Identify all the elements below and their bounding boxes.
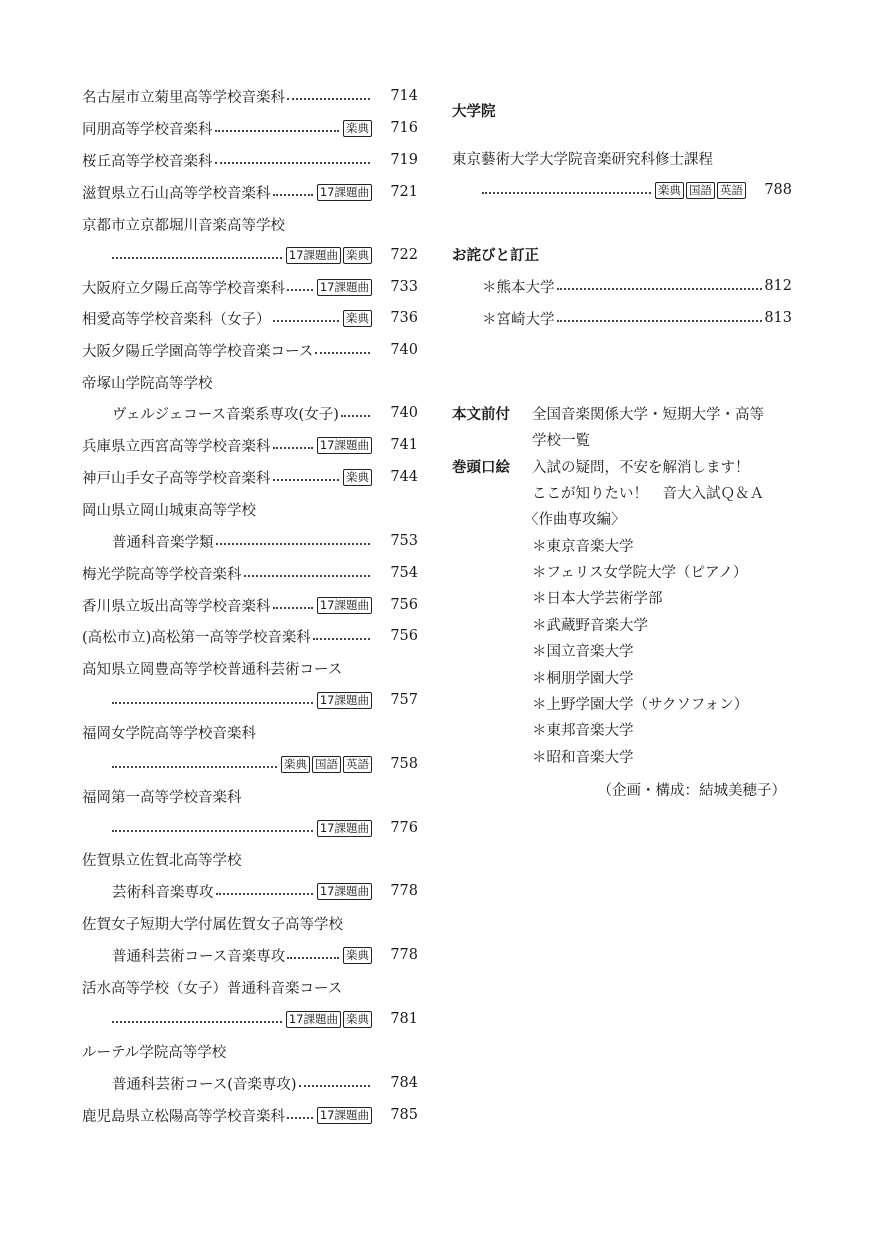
frontispiece-line: 入試の疑問，不安を解消します！ (532, 460, 750, 476)
toc-entry-title-line[interactable] (82, 656, 418, 680)
toc-entry[interactable] (82, 433, 418, 457)
entry-title: 帝塚山学院高等学校 (82, 375, 213, 392)
page-number: 721 (390, 184, 418, 200)
subject-tag: 楽典 (343, 310, 372, 327)
page-number: 788 (764, 182, 792, 198)
leader-dots (112, 257, 282, 259)
errata-item[interactable] (482, 306, 792, 330)
toc-entry[interactable] (112, 752, 418, 776)
page-number: 813 (764, 310, 792, 326)
leader-dots (313, 638, 370, 640)
frontispiece-item: ＊日本大学芸術学部 (532, 591, 663, 607)
toc-entry[interactable] (112, 816, 418, 840)
leader-dots (244, 575, 371, 577)
page-number: 781 (390, 1011, 418, 1027)
subject-tag: 17課題曲 (317, 184, 372, 201)
entry-title: 活水高等学校（女子）普通科音楽コース (82, 980, 343, 997)
leader-dots (273, 479, 340, 481)
entry-title: 高知県立岡豊高等学校普通科芸術コース (82, 661, 343, 678)
toc-entry[interactable] (82, 148, 418, 172)
toc-entry[interactable] (82, 338, 418, 362)
graduate-entry[interactable] (482, 178, 792, 202)
leader-dots (112, 702, 313, 704)
entry-title: 香川県立坂出高等学校音楽科 (82, 598, 271, 615)
page-number: 744 (390, 469, 418, 485)
leader-dots (112, 1021, 282, 1023)
toc-entry[interactable] (82, 180, 418, 204)
leader-dots (273, 447, 313, 449)
leader-dots (287, 289, 313, 291)
frontispiece-item: ＊東邦音楽大学 (532, 723, 634, 739)
subject-tag: 楽典 (281, 756, 310, 773)
subject-tag: 17課題曲 (317, 692, 372, 709)
subject-tag: 17課題曲 (286, 1011, 341, 1028)
entry-title: 京都市立京都堀川音楽高等学校 (82, 217, 285, 234)
page-number: 741 (390, 437, 418, 453)
page-number: 733 (390, 279, 418, 295)
entry-title: 大阪府立夕陽丘高等学校音楽科 (82, 280, 285, 297)
leader-dots (273, 194, 313, 196)
toc-entry-title-line[interactable] (82, 784, 418, 808)
entry-subtitle: 普通科芸術コース(音楽専攻) (112, 1076, 297, 1093)
page-number: 753 (390, 533, 418, 549)
front-matter-line: 学校一覧 (532, 433, 590, 449)
frontispiece-item: ＊桐朋学園大学 (532, 671, 634, 687)
subject-tag: 楽典 (655, 182, 684, 199)
toc-entry-title-line[interactable] (82, 497, 418, 521)
page-number: 722 (390, 247, 418, 263)
entry-subtitle: ヴェルジェコース音楽系専攻(女子) (112, 406, 339, 423)
subject-tag: 国語 (686, 182, 715, 199)
toc-entry[interactable] (82, 84, 418, 108)
leader-dots (299, 1085, 370, 1087)
frontispiece-item: ＊国立音楽大学 (532, 644, 634, 660)
entry-title: 佐賀県立佐賀北高等学校 (82, 852, 242, 869)
subject-tag: 17課題曲 (317, 597, 372, 614)
toc-entry[interactable] (82, 561, 418, 585)
subject-tag: 楽典 (343, 120, 372, 137)
frontispiece-line: ここが知りたい！ 音大入試Ｑ＆Ａ (532, 486, 764, 502)
front-matter-line: 全国音楽関係大学・短期大学・高等 (532, 407, 764, 423)
frontispiece-item: ＊昭和音楽大学 (532, 750, 634, 766)
toc-entry[interactable] (82, 624, 418, 648)
leader-dots (112, 766, 277, 768)
leader-dots (557, 320, 763, 322)
page-number: 778 (390, 947, 418, 963)
toc-entry[interactable] (82, 306, 418, 330)
entry-title: 梅光学院高等学校音楽科 (82, 566, 242, 583)
entry-title: ＊熊本大学 (482, 279, 555, 296)
toc-entry-title-line[interactable] (82, 212, 418, 236)
leader-dots (482, 192, 651, 194)
entry-title: ルーテル学院高等学校 (82, 1044, 227, 1061)
graduate-entry-title-line[interactable] (452, 146, 792, 170)
subject-tag: 17課題曲 (317, 1107, 372, 1124)
errata-item[interactable] (482, 274, 792, 298)
leader-dots (273, 320, 340, 322)
entry-title: 鹿児島県立松陽高等学校音楽科 (82, 1108, 285, 1125)
toc-entry[interactable] (82, 1103, 418, 1127)
toc-entry-title-line[interactable] (82, 847, 418, 871)
subject-tag: 17課題曲 (317, 820, 372, 837)
toc-entry-title-line[interactable] (82, 370, 418, 394)
subject-tag: 17課題曲 (317, 883, 372, 900)
leader-dots (287, 957, 339, 959)
subject-tag: 英語 (343, 756, 372, 773)
toc-entry[interactable] (82, 593, 418, 617)
subject-tag: 17課題曲 (286, 247, 341, 264)
subject-tag: 17課題曲 (317, 279, 372, 296)
toc-entry[interactable] (112, 943, 418, 967)
page-number: 756 (390, 628, 418, 644)
leader-dots (557, 288, 763, 290)
toc-entry[interactable] (82, 116, 418, 140)
frontispiece-label: 巻頭口絵 (452, 460, 510, 476)
page-number: 740 (390, 342, 418, 358)
leader-dots (287, 98, 370, 100)
toc-entry-title-line[interactable] (82, 911, 418, 935)
entry-title: 東京藝術大学大学院音楽研究科修士課程 (452, 151, 713, 168)
page-number: 757 (390, 692, 418, 708)
page-number: 719 (390, 152, 418, 168)
leader-dots (273, 607, 313, 609)
entry-title: 兵庫県立西宮高等学校音楽科 (82, 438, 271, 455)
toc-entry[interactable] (112, 1007, 418, 1031)
credit-line: （企画・構成：結城美穂子） (597, 783, 786, 799)
entry-title: 神戸山手女子高等学校音楽科 (82, 470, 271, 487)
frontispiece-line: 〈作曲専攻編〉 (524, 512, 626, 528)
front-matter-label: 本文前付 (452, 407, 510, 423)
subject-tag: 楽典 (343, 1011, 372, 1028)
leader-dots (216, 893, 313, 895)
page-number: 784 (390, 1075, 418, 1091)
toc-entry-title-line[interactable] (82, 975, 418, 999)
subject-tag: 楽典 (343, 469, 372, 486)
leader-dots (287, 1117, 313, 1119)
entry-title: 福岡第一高等学校音楽科 (82, 789, 242, 806)
toc-entry-title-line[interactable] (82, 1039, 418, 1063)
leader-dots (216, 543, 371, 545)
entry-subtitle: 普通科音楽学類 (112, 534, 214, 551)
leader-dots (341, 415, 370, 417)
page-number: 716 (390, 120, 418, 136)
subject-tag: 楽典 (343, 947, 372, 964)
entry-title: 名古屋市立菊里高等学校音楽科 (82, 89, 285, 106)
toc-entry-title-line[interactable] (82, 720, 418, 744)
page-number: 812 (764, 278, 792, 294)
leader-dots (315, 352, 370, 354)
page-number: 740 (390, 405, 418, 421)
entry-title: 岡山県立岡山城東高等学校 (82, 502, 256, 519)
page-number: 785 (390, 1107, 418, 1123)
page-number: 754 (390, 565, 418, 581)
errata-heading: お詫びと訂正 (452, 248, 539, 264)
entry-subtitle: 普通科芸術コース音楽専攻 (112, 948, 286, 965)
entry-title: 佐賀女子短期大学付属佐賀女子高等学校 (82, 916, 343, 933)
entry-title: (高松市立)高松第一高等学校音楽科 (82, 629, 311, 646)
toc-entry[interactable] (82, 465, 418, 489)
leader-dots (215, 130, 340, 132)
entry-subtitle: 芸術科音楽専攻 (112, 884, 214, 901)
entry-title: 相愛高等学校音楽科（女子） (82, 311, 271, 328)
leader-dots (215, 162, 371, 164)
entry-title: 滋賀県立石山高等学校音楽科 (82, 185, 271, 202)
toc-entry[interactable] (112, 243, 418, 267)
frontispiece-item: ＊上野学園大学（サクソフォン） (532, 697, 749, 713)
leader-dots (112, 830, 313, 832)
frontispiece-item: ＊フェリス女学院大学（ピアノ） (532, 565, 748, 581)
toc-entry[interactable] (112, 688, 418, 712)
entry-title: ＊宮崎大学 (482, 311, 555, 328)
subject-tag: 英語 (717, 182, 746, 199)
frontispiece-item: ＊武蔵野音楽大学 (532, 618, 648, 634)
toc-entry[interactable] (82, 275, 418, 299)
entry-title: 同朋高等学校音楽科 (82, 121, 213, 138)
page-number: 736 (390, 310, 418, 326)
toc-entry[interactable] (112, 529, 418, 553)
page-number: 776 (390, 820, 418, 836)
frontispiece-item: ＊東京音楽大学 (532, 539, 634, 555)
subject-tag: 楽典 (343, 247, 372, 264)
graduate-heading: 大学院 (452, 104, 496, 120)
toc-entry[interactable] (112, 1071, 418, 1095)
page-number: 756 (390, 597, 418, 613)
page-number: 778 (390, 883, 418, 899)
subject-tag: 国語 (312, 756, 341, 773)
entry-title: 桜丘高等学校音楽科 (82, 153, 213, 170)
entry-title: 大阪夕陽丘学園高等学校音楽コース (82, 343, 314, 360)
toc-entry[interactable] (112, 401, 418, 425)
page-number: 714 (390, 88, 418, 104)
page-number: 758 (390, 756, 418, 772)
subject-tag: 17課題曲 (317, 437, 372, 454)
toc-entry[interactable] (112, 879, 418, 903)
entry-title: 福岡女学院高等学校音楽科 (82, 725, 256, 742)
